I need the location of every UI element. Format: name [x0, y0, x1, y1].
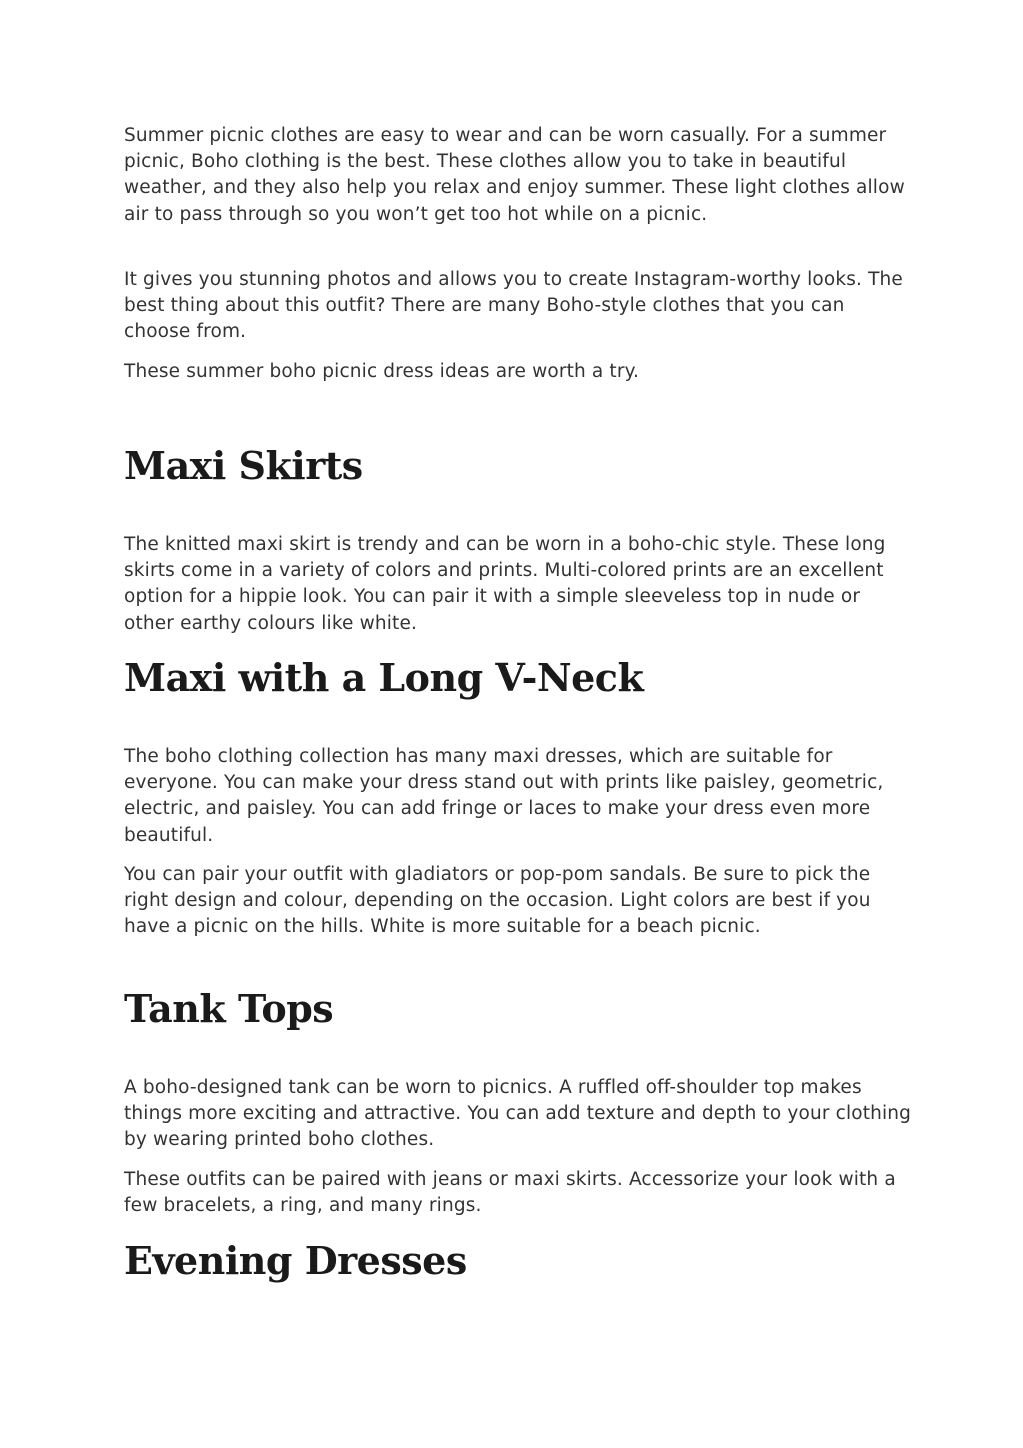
- tank-tops-paragraph-1: A boho-designed tank can be worn to picnics. A ruffled off-shoulder top makes things more exciting and attractive. You can add texture and depth to your clothing by wearing printed boho clothes.: [124, 1077, 912, 1151]
- maxi-v-neck-paragraph-2: You can pair your outfit with gladiators or pop-pom sandals. Be sure to pick the right design and colour, depending on the occasion. Light colors are best if you have a picnic on the hills. White is more suitable for a beach picnic.: [124, 864, 871, 938]
- maxi-v-neck-paragraph-1: The boho clothing collection has many maxi dresses, which are suitable for everyone. You can make your dress stand out with prints like paisley, geometric, electric, and paisley. You can add fringe or laces to make your dress even more beautiful.: [124, 746, 884, 846]
- heading-maxi-long-v-neck: Maxi with a Long V-Neck: [124, 655, 644, 700]
- intro-paragraph-2: It gives you stunning photos and allows you to create Instagram-worthy looks. The best thing about this outfit? There are many Boho-style clothes that you can choose from.: [124, 269, 903, 343]
- intro-paragraph-3: These summer boho picnic dress ideas are worth a try.: [124, 361, 640, 382]
- heading-evening-dresses: Evening Dresses: [124, 1238, 467, 1283]
- heading-tank-tops: Tank Tops: [124, 986, 334, 1031]
- maxi-skirts-paragraph-1: The knitted maxi skirt is trendy and can be worn in a boho-chic style. These long skirts come in a variety of colors and prints. Multi-colored prints are an excellent option for a hippie look. You can pair it with a simple sleeveless top in nude or other earthy colours like white.: [124, 534, 886, 634]
- tank-tops-paragraph-2: These outfits can be paired with jeans or maxi skirts. Accessorize your look with a few bracelets, a ring, and many rings.: [124, 1169, 896, 1217]
- intro-paragraph-1: Summer picnic clothes are easy to wear and can be worn casually. For a summer picnic, Boho clothing is the best. These clothes allow you to take in beautiful weather, and they also help you relax and enjoy summer. These light clothes allow air to pass through so you won’t get too hot while on a picnic.: [124, 125, 905, 225]
- heading-maxi-skirts: Maxi Skirts: [124, 443, 363, 488]
